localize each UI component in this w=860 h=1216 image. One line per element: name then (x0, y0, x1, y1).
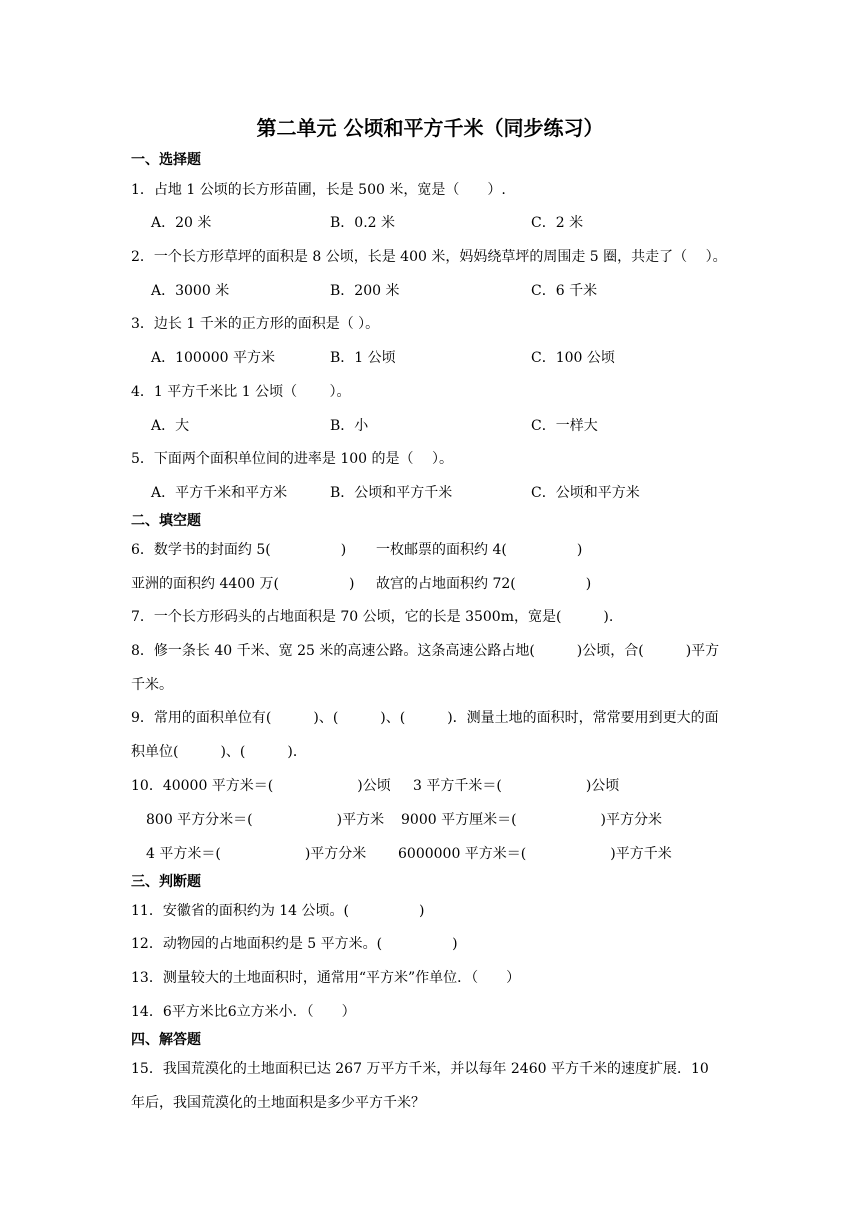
question-11: 11．安徽省的面积约为 14 公顷。( ) (131, 903, 425, 919)
question-5-option-b: B．公顷和平方千米 (330, 485, 453, 501)
question-4-stem: 4．1 平方千米比 1 公顷（ ）。 (131, 384, 351, 400)
question-3-option-a: A．100000 平方米 (151, 350, 276, 366)
question-13: 13．测量较大的土地面积时，通常用“平方米”作单位．（ ） (131, 970, 521, 986)
question-8-line-2: 千米。 (131, 677, 173, 693)
question-10-line-3a: 4 平方米＝( )平方分米 (146, 846, 367, 862)
question-3-option-b: B．1 公顷 (330, 350, 396, 366)
question-8-line-1: 8．修一条长 40 千米、宽 25 米的高速公路。这条高速公路占地( )公顷，合( )平方 (131, 643, 720, 659)
section-heading-solve: 四、解答题 (131, 1032, 201, 1048)
question-2-option-b: B．200 米 (330, 283, 400, 299)
question-14: 14．6平方米比6立方米小．（ ） (131, 1004, 356, 1020)
page-title: 第二单元 公顷和平方千米（同步练习） (256, 116, 604, 140)
question-1-stem: 1．占地 1 公顷的长方形苗圃，长是 500 米，宽是（ ）. (131, 182, 506, 198)
section-heading-choice: 一、选择题 (131, 152, 201, 168)
question-10-line-1a: 10．40000 平方米＝( )公顷 (131, 778, 391, 794)
question-3-stem: 3．边长 1 千米的正方形的面积是（ ）。 (131, 316, 380, 332)
question-15-line-2: 年后，我国荒漠化的土地面积是多少平方千米？ (131, 1095, 425, 1111)
question-12: 12．动物园的占地面积约是 5 平方米。( ) (131, 936, 458, 952)
question-10-line-2b: 9000 平方厘米＝( )平方分米 (401, 812, 663, 828)
question-6-line-1b: 一枚邮票的面积约 4( ) (376, 542, 583, 558)
question-2-stem: 2．一个长方形草坪的面积是 8 公顷，长是 400 米，妈妈绕草坪的周围走 5 圈，共走了（ ）。 (131, 249, 727, 265)
question-10-line-2a: 800 平方分米＝( )平方米 (146, 812, 385, 828)
question-9-line-2: 积单位( )、( )． (131, 744, 307, 760)
question-1-option-a: A．20 米 (151, 215, 212, 231)
question-4-option-c: C．一样大 (531, 418, 598, 434)
question-5-option-c: C．公顷和平方米 (531, 485, 640, 501)
question-5-stem: 5．下面两个面积单位间的进率是 100 的是（ ）。 (131, 451, 453, 467)
question-10-line-3b: 6000000 平方米＝( )平方千米 (398, 846, 672, 862)
question-1-option-c: C．2 米 (531, 215, 584, 231)
question-6-line-2a: 亚洲的面积约 4400 万( ) (131, 576, 355, 592)
question-5-option-a: A．平方千米和平方米 (151, 485, 288, 501)
question-7: 7．一个长方形码头的占地面积是 70 公顷，它的长是 3500m，宽是( ). (131, 609, 614, 625)
question-10-line-1b: 3 平方千米＝( )公顷 (413, 778, 620, 794)
question-2-option-c: C．6 千米 (531, 283, 598, 299)
question-4-option-a: A．大 (151, 418, 190, 434)
question-15-line-1: 15．我国荒漠化的土地面积已达 267 万平方千米，并以每年 2460 平方千米的速度扩展．10 (131, 1061, 709, 1077)
question-9-line-1: 9．常用的面积单位有( )、( )、( )．测量土地的面积时，常常要用到更大的面 (131, 710, 719, 726)
question-1-option-b: B．0.2 米 (330, 215, 396, 231)
section-heading-judge: 三、判断题 (131, 874, 201, 890)
question-4-option-b: B．小 (330, 418, 369, 434)
section-heading-fill: 二、填空题 (131, 513, 201, 529)
question-6-line-1a: 6．数学书的封面约 5( ) (131, 542, 347, 558)
question-2-option-a: A．3000 米 (151, 283, 230, 299)
question-6-line-2b: 故宫的占地面积约 72( ) (376, 576, 592, 592)
question-3-option-c: C．100 公顷 (531, 350, 615, 366)
